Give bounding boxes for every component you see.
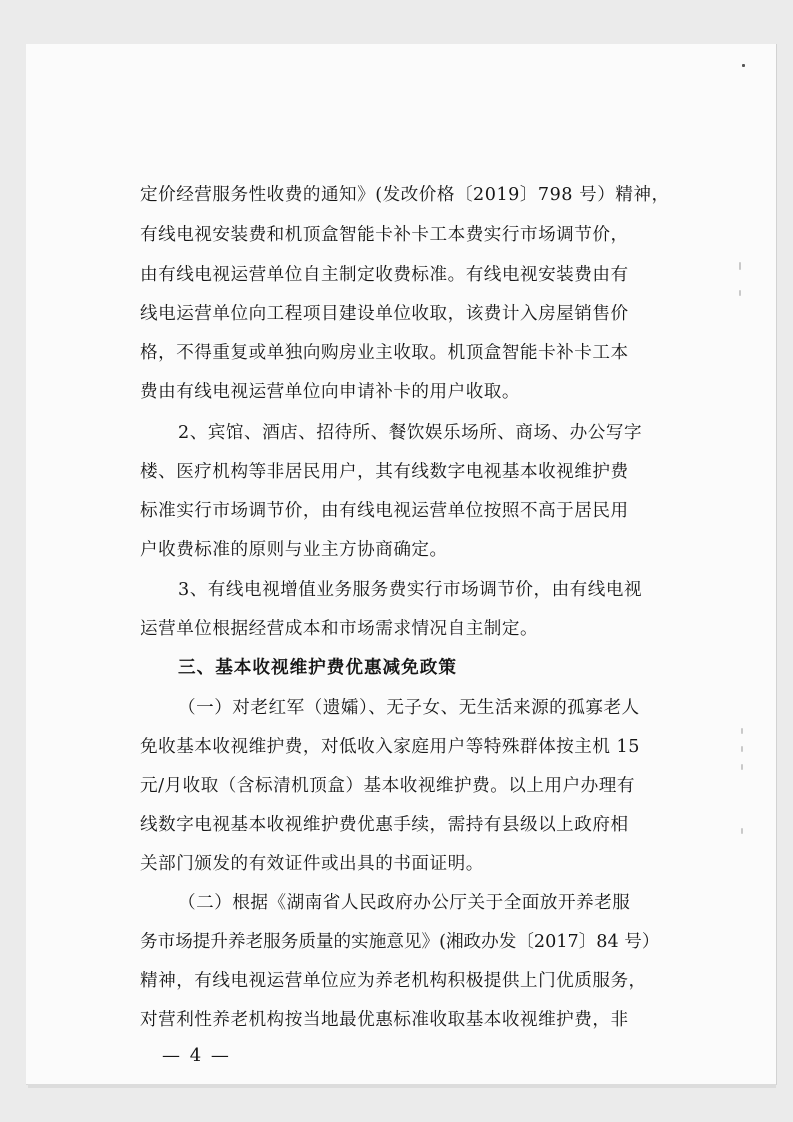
body-line: 3、有线电视增值业务服务费实行市场调节价，由有线电视 [178,580,643,600]
body-line: （二）根据《湖南省人民政府办公厅关于全面放开养老服 [178,893,631,913]
body-line: 定价经营服务性收费的通知》(发改价格〔2019〕798 号）精神， [140,185,670,205]
body-line: 格，不得重复或单独向购房业主收取。机顶盒智能卡补卡工本 [140,343,629,363]
scan-speck [741,728,743,734]
body-line: 2、宾馆、酒店、招待所、餐饮娱乐场所、商场、办公写字 [178,423,643,443]
body-line: 由有线电视运营单位自主制定收费标准。有线电视安装费由有 [140,265,629,285]
scan-speck [742,64,745,67]
scan-speck [739,290,741,296]
body-line: 有线电视安装费和机顶盒智能卡补卡工本费实行市场调节价， [140,225,629,245]
body-line: 线数字电视基本收视维护费优惠手续，需持有县级以上政府相 [140,815,629,835]
body-line: 标准实行市场调节价，由有线电视运营单位按照不高于居民用 [140,501,629,521]
body-line: 对营利性养老机构按当地最优惠标准收取基本收视维护费，非 [140,1010,629,1030]
body-line: 关部门颁发的有效证件或出具的书面证明。 [140,854,484,874]
body-line: 务市场提升养老服务质量的实施意见》(湘政办发〔2017〕84 号） [140,932,660,952]
body-line: 免收基本收视维护费，对低收入家庭用户等特殊群体按主机 15 [140,737,640,757]
scan-speck [739,262,741,270]
body-line: （一）对老红军（遗孀）、无子女、无生活来源的孤寡老人 [178,698,640,718]
page-shadow [28,1084,776,1088]
scan-speck [741,764,743,770]
body-line: 元/月收取（含标清机顶盒）基本收视维护费。以上用户办理有 [140,776,635,796]
body-line: 线电运营单位向工程项目建设单位收取，该费计入房屋销售价 [140,304,629,324]
body-line: 楼、医疗机构等非居民用户，其有线数字电视基本收视维护费 [140,462,629,482]
page-number: — 4 — [162,1045,231,1066]
section-heading: 三、基本收视维护费优惠减免政策 [178,658,457,678]
body-line: 费由有线电视运营单位向申请补卡的用户收取。 [140,382,520,402]
body-line: 户收费标准的原则与业主方协商确定。 [140,540,448,560]
body-line: 精神，有线电视运营单位应为养老机构积极提供上门优质服务， [140,971,647,991]
scan-speck [741,746,743,752]
scan-speck [741,828,743,834]
body-line: 运营单位根据经营成本和市场需求情况自主制定。 [140,619,539,639]
